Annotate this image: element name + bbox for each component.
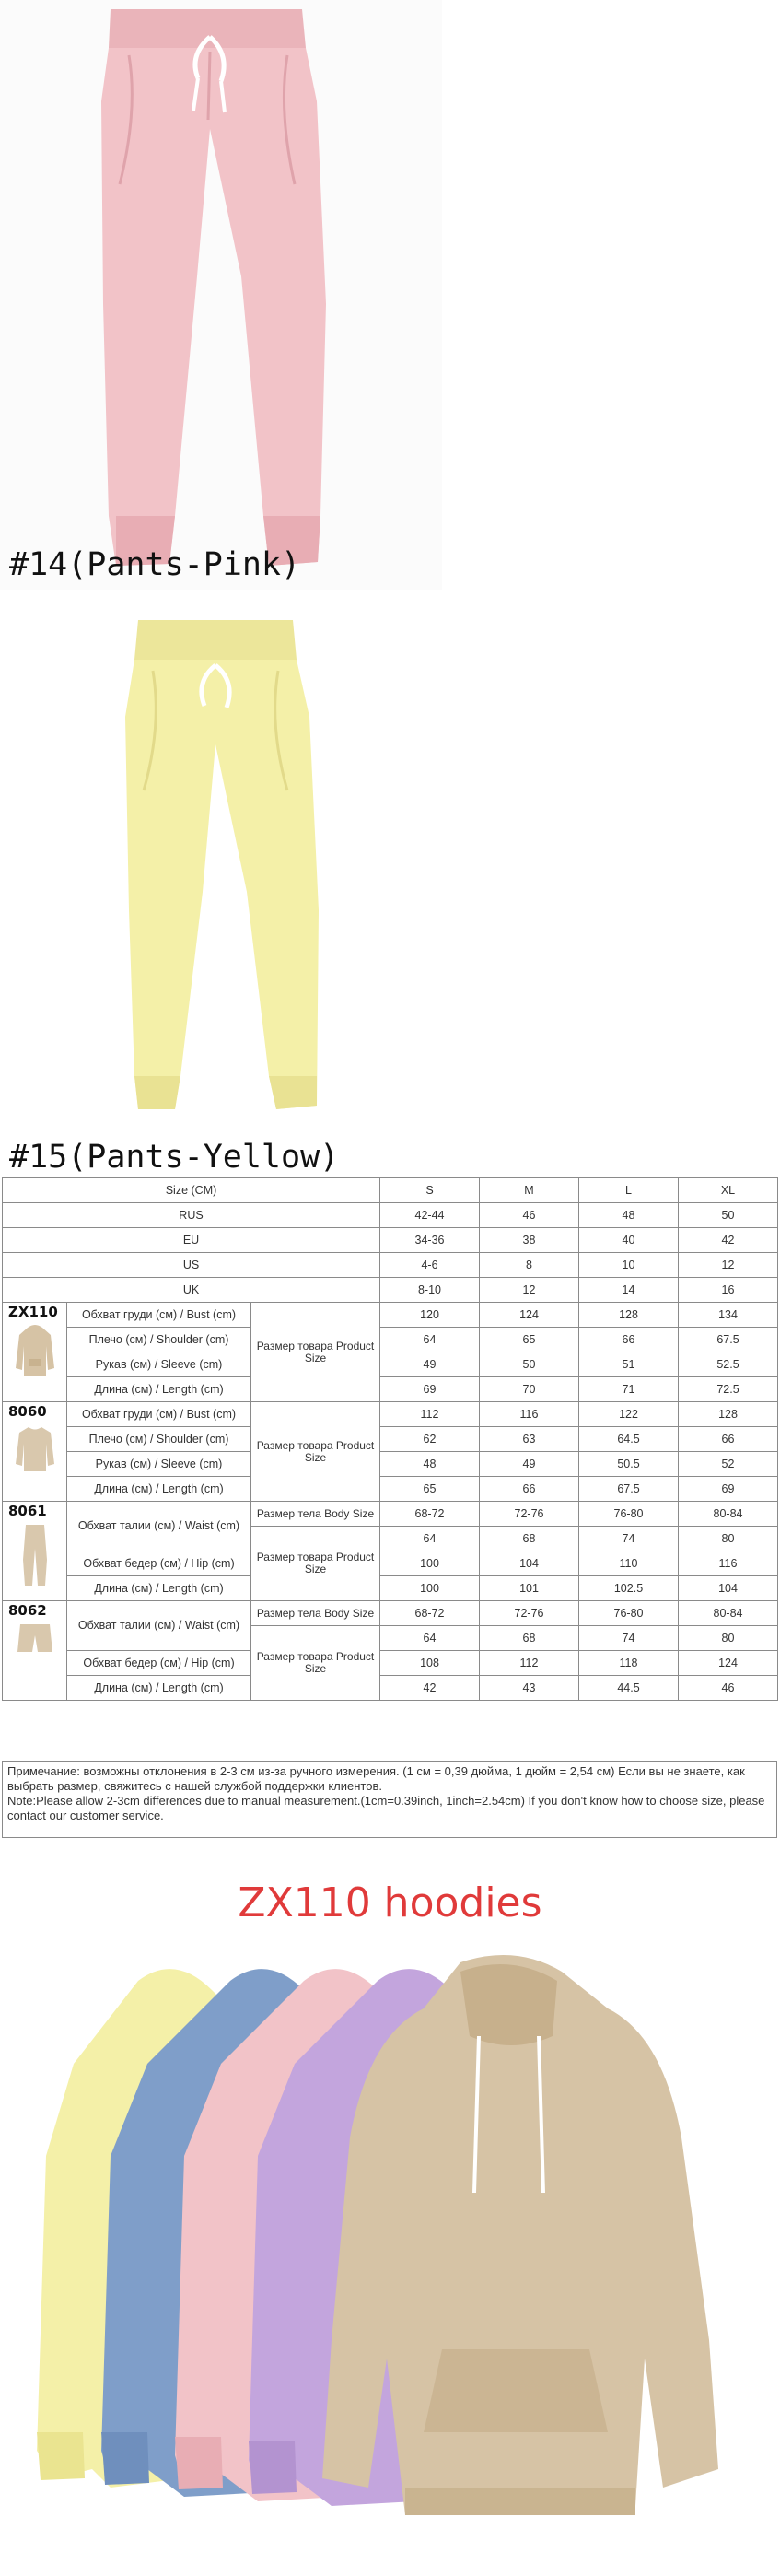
measure-value: 43	[480, 1676, 579, 1701]
zx110-code: ZX110	[8, 1304, 58, 1320]
measure-value: 52	[679, 1452, 778, 1477]
m8062-row-length	[3, 1676, 778, 1701]
hoodies-title: ZX110 hoodies	[238, 1879, 542, 1926]
measure-label: Обхват груди (см) / Bust (cm)	[67, 1402, 251, 1427]
size-value: 16	[679, 1278, 778, 1303]
yellow-pants-caption: #15(Pants-Yellow)	[9, 1139, 340, 1176]
m8062-code: 8062	[8, 1602, 47, 1619]
zx110-row-bust	[3, 1303, 778, 1328]
measure-label: Обхват талии (см) / Waist (cm)	[67, 1502, 251, 1551]
m8062-row-waist-body	[3, 1601, 778, 1626]
measure-label: Обхват талии (см) / Waist (cm)	[67, 1601, 251, 1651]
m8060-row-bust	[3, 1402, 778, 1427]
size-value: 34-36	[380, 1228, 480, 1253]
size-value: 50	[679, 1203, 778, 1228]
measure-value: 50.5	[579, 1452, 679, 1477]
measure-value: 46	[679, 1676, 778, 1701]
yellow-pants-shape	[125, 620, 319, 1109]
measure-value: 100	[380, 1551, 480, 1576]
m8060-row-sleeve	[3, 1452, 778, 1477]
measure-value: 124	[480, 1303, 579, 1328]
size-label: UK	[3, 1278, 380, 1303]
m8061-body-label: Размер тела Body Size	[251, 1502, 380, 1527]
size-label: RUS	[3, 1203, 380, 1228]
measure-value: 74	[579, 1626, 679, 1651]
measure-value: 65	[380, 1477, 480, 1502]
measure-value: 62	[380, 1427, 480, 1452]
measure-value: 64.5	[579, 1427, 679, 1452]
measure-value: 116	[679, 1551, 778, 1576]
measure-value: 64	[380, 1527, 480, 1551]
measure-value: 80	[679, 1626, 778, 1651]
size-header-label: Size (CM)	[3, 1178, 380, 1203]
size-value: 42	[679, 1228, 778, 1253]
zx110-row-length	[3, 1377, 778, 1402]
measure-value: 102.5	[579, 1576, 679, 1601]
m8061-row-hip	[3, 1551, 778, 1576]
measure-value: 68-72	[380, 1502, 480, 1527]
size-value: 40	[579, 1228, 679, 1253]
size-row-us	[3, 1253, 778, 1278]
measure-value: 76-80	[579, 1502, 679, 1527]
size-value: 48	[579, 1203, 679, 1228]
measure-value: 68-72	[380, 1601, 480, 1626]
size-value: 12	[480, 1278, 579, 1303]
size-row-rus	[3, 1203, 778, 1228]
measure-value: 80-84	[679, 1502, 778, 1527]
m8062-body-label: Размер тела Body Size	[251, 1601, 380, 1626]
m8060-sweatshirt-icon	[14, 1423, 56, 1473]
measure-value: 68	[480, 1626, 579, 1651]
m8061-code: 8061	[8, 1503, 47, 1519]
zx110-model-cell	[3, 1303, 67, 1402]
yellow-pants-photo	[0, 597, 442, 1177]
measure-value: 49	[380, 1352, 480, 1377]
measure-value: 67.5	[579, 1477, 679, 1502]
measure-value: 66	[679, 1427, 778, 1452]
pink-pants-caption: #14(Pants-Pink)	[9, 546, 301, 583]
measure-value: 72-76	[480, 1502, 579, 1527]
size-header-s: S	[380, 1178, 480, 1203]
measure-value: 104	[679, 1576, 778, 1601]
measure-value: 122	[579, 1402, 679, 1427]
measure-value: 118	[579, 1651, 679, 1676]
size-row-eu	[3, 1228, 778, 1253]
measure-value: 69	[679, 1477, 778, 1502]
m8060-group-label: Размер товара Product Size	[251, 1402, 380, 1502]
measure-label: Плечо (см) / Shoulder (cm)	[67, 1328, 251, 1352]
size-value: 42-44	[380, 1203, 480, 1228]
measure-label: Длина (см) / Length (cm)	[67, 1676, 251, 1701]
measure-value: 64	[380, 1626, 480, 1651]
measure-value: 116	[480, 1402, 579, 1427]
measure-label: Длина (см) / Length (cm)	[67, 1377, 251, 1402]
m8061-model-cell	[3, 1502, 67, 1601]
measure-value: 51	[579, 1352, 679, 1377]
size-value: 14	[579, 1278, 679, 1303]
size-value: 38	[480, 1228, 579, 1253]
measure-value: 66	[480, 1477, 579, 1502]
m8060-model-cell	[3, 1402, 67, 1502]
measure-value: 63	[480, 1427, 579, 1452]
measure-label: Длина (см) / Length (cm)	[67, 1576, 251, 1601]
measure-label: Плечо (см) / Shoulder (cm)	[67, 1427, 251, 1452]
measure-value: 80-84	[679, 1601, 778, 1626]
size-label: US	[3, 1253, 380, 1278]
size-value: 12	[679, 1253, 778, 1278]
measure-value: 72-76	[480, 1601, 579, 1626]
zx110-row-sleeve	[3, 1352, 778, 1377]
pink-pants-image	[0, 0, 442, 590]
measure-value: 67.5	[679, 1328, 778, 1352]
size-chart-table	[2, 1177, 778, 1701]
m8062-row-hip	[3, 1651, 778, 1676]
measure-label: Обхват груди (см) / Bust (cm)	[67, 1303, 251, 1328]
size-value: 8-10	[380, 1278, 480, 1303]
note-english: Note:Please allow 2-3cm differences due to manual measurement.(1cm=0.39inch, 1inch=2.54cm) If you don't know how to choose size, please contact our customer service.	[7, 1794, 765, 1822]
pink-pants-shape	[101, 9, 326, 566]
yellow-pants-image	[0, 597, 442, 1177]
measure-value: 44.5	[579, 1676, 679, 1701]
measure-value: 124	[679, 1651, 778, 1676]
measure-value: 120	[380, 1303, 480, 1328]
measure-value: 128	[679, 1402, 778, 1427]
measure-value: 112	[380, 1402, 480, 1427]
zx110-group-label: Размер товара Product Size	[251, 1303, 380, 1402]
measure-value: 71	[579, 1377, 679, 1402]
measure-value: 69	[380, 1377, 480, 1402]
m8061-pants-icon	[21, 1523, 49, 1587]
measure-value: 65	[480, 1328, 579, 1352]
measure-value: 104	[480, 1551, 579, 1576]
size-value: 4-6	[380, 1253, 480, 1278]
m8062-shorts-icon	[16, 1622, 54, 1654]
size-label: EU	[3, 1228, 380, 1253]
pink-pants-photo	[0, 0, 442, 590]
measure-value: 70	[480, 1377, 579, 1402]
measure-value: 49	[480, 1452, 579, 1477]
note-russian: Примечание: возможны отклонения в 2-3 см из-за ручного измерения. (1 см = 0,39 дюйма, 1 дюйм = 2,54 см) Если вы не знаете, как выбрать размер, свяжитесь с нашей службой поддержки клиентов.	[7, 1764, 745, 1793]
size-value: 8	[480, 1253, 579, 1278]
measure-value: 74	[579, 1527, 679, 1551]
size-value: 10	[579, 1253, 679, 1278]
measure-label: Обхват бедер (см) / Hip (cm)	[67, 1551, 251, 1576]
zx110-hoodie-icon	[14, 1324, 56, 1377]
size-header-m: M	[480, 1178, 579, 1203]
measure-value: 100	[380, 1576, 480, 1601]
measure-value: 108	[380, 1651, 480, 1676]
m8062-group-label: Размер товара Product Size	[251, 1626, 380, 1701]
measure-value: 76-80	[579, 1601, 679, 1626]
measure-label: Рукав (см) / Sleeve (cm)	[67, 1452, 251, 1477]
size-header-l: L	[579, 1178, 679, 1203]
measure-value: 50	[480, 1352, 579, 1377]
measurement-note	[2, 1761, 777, 1838]
measure-value: 68	[480, 1527, 579, 1551]
measure-value: 52.5	[679, 1352, 778, 1377]
size-row-uk	[3, 1278, 778, 1303]
measure-value: 112	[480, 1651, 579, 1676]
measure-label: Рукав (см) / Sleeve (cm)	[67, 1352, 251, 1377]
zx110-row-shoulder	[3, 1328, 778, 1352]
measure-value: 48	[380, 1452, 480, 1477]
measure-value: 66	[579, 1328, 679, 1352]
measure-value: 101	[480, 1576, 579, 1601]
size-header-xl: XL	[679, 1178, 778, 1203]
measure-label: Обхват бедер (см) / Hip (cm)	[67, 1651, 251, 1676]
measure-value: 110	[579, 1551, 679, 1576]
size-header-row	[3, 1178, 778, 1203]
m8060-row-shoulder	[3, 1427, 778, 1452]
m8061-row-waist-body	[3, 1502, 778, 1527]
measure-value: 64	[380, 1328, 480, 1352]
m8061-row-length	[3, 1576, 778, 1601]
measure-value: 134	[679, 1303, 778, 1328]
measure-value: 80	[679, 1527, 778, 1551]
m8060-code: 8060	[8, 1403, 47, 1420]
m8062-model-cell	[3, 1601, 67, 1701]
measure-label: Длина (см) / Length (cm)	[67, 1477, 251, 1502]
hoodies-group-image	[0, 1953, 780, 2561]
m8060-row-length	[3, 1477, 778, 1502]
measure-value: 128	[579, 1303, 679, 1328]
size-value: 46	[480, 1203, 579, 1228]
measure-value: 42	[380, 1676, 480, 1701]
measure-value: 72.5	[679, 1377, 778, 1402]
m8061-group-label: Размер товара Product Size	[251, 1527, 380, 1601]
